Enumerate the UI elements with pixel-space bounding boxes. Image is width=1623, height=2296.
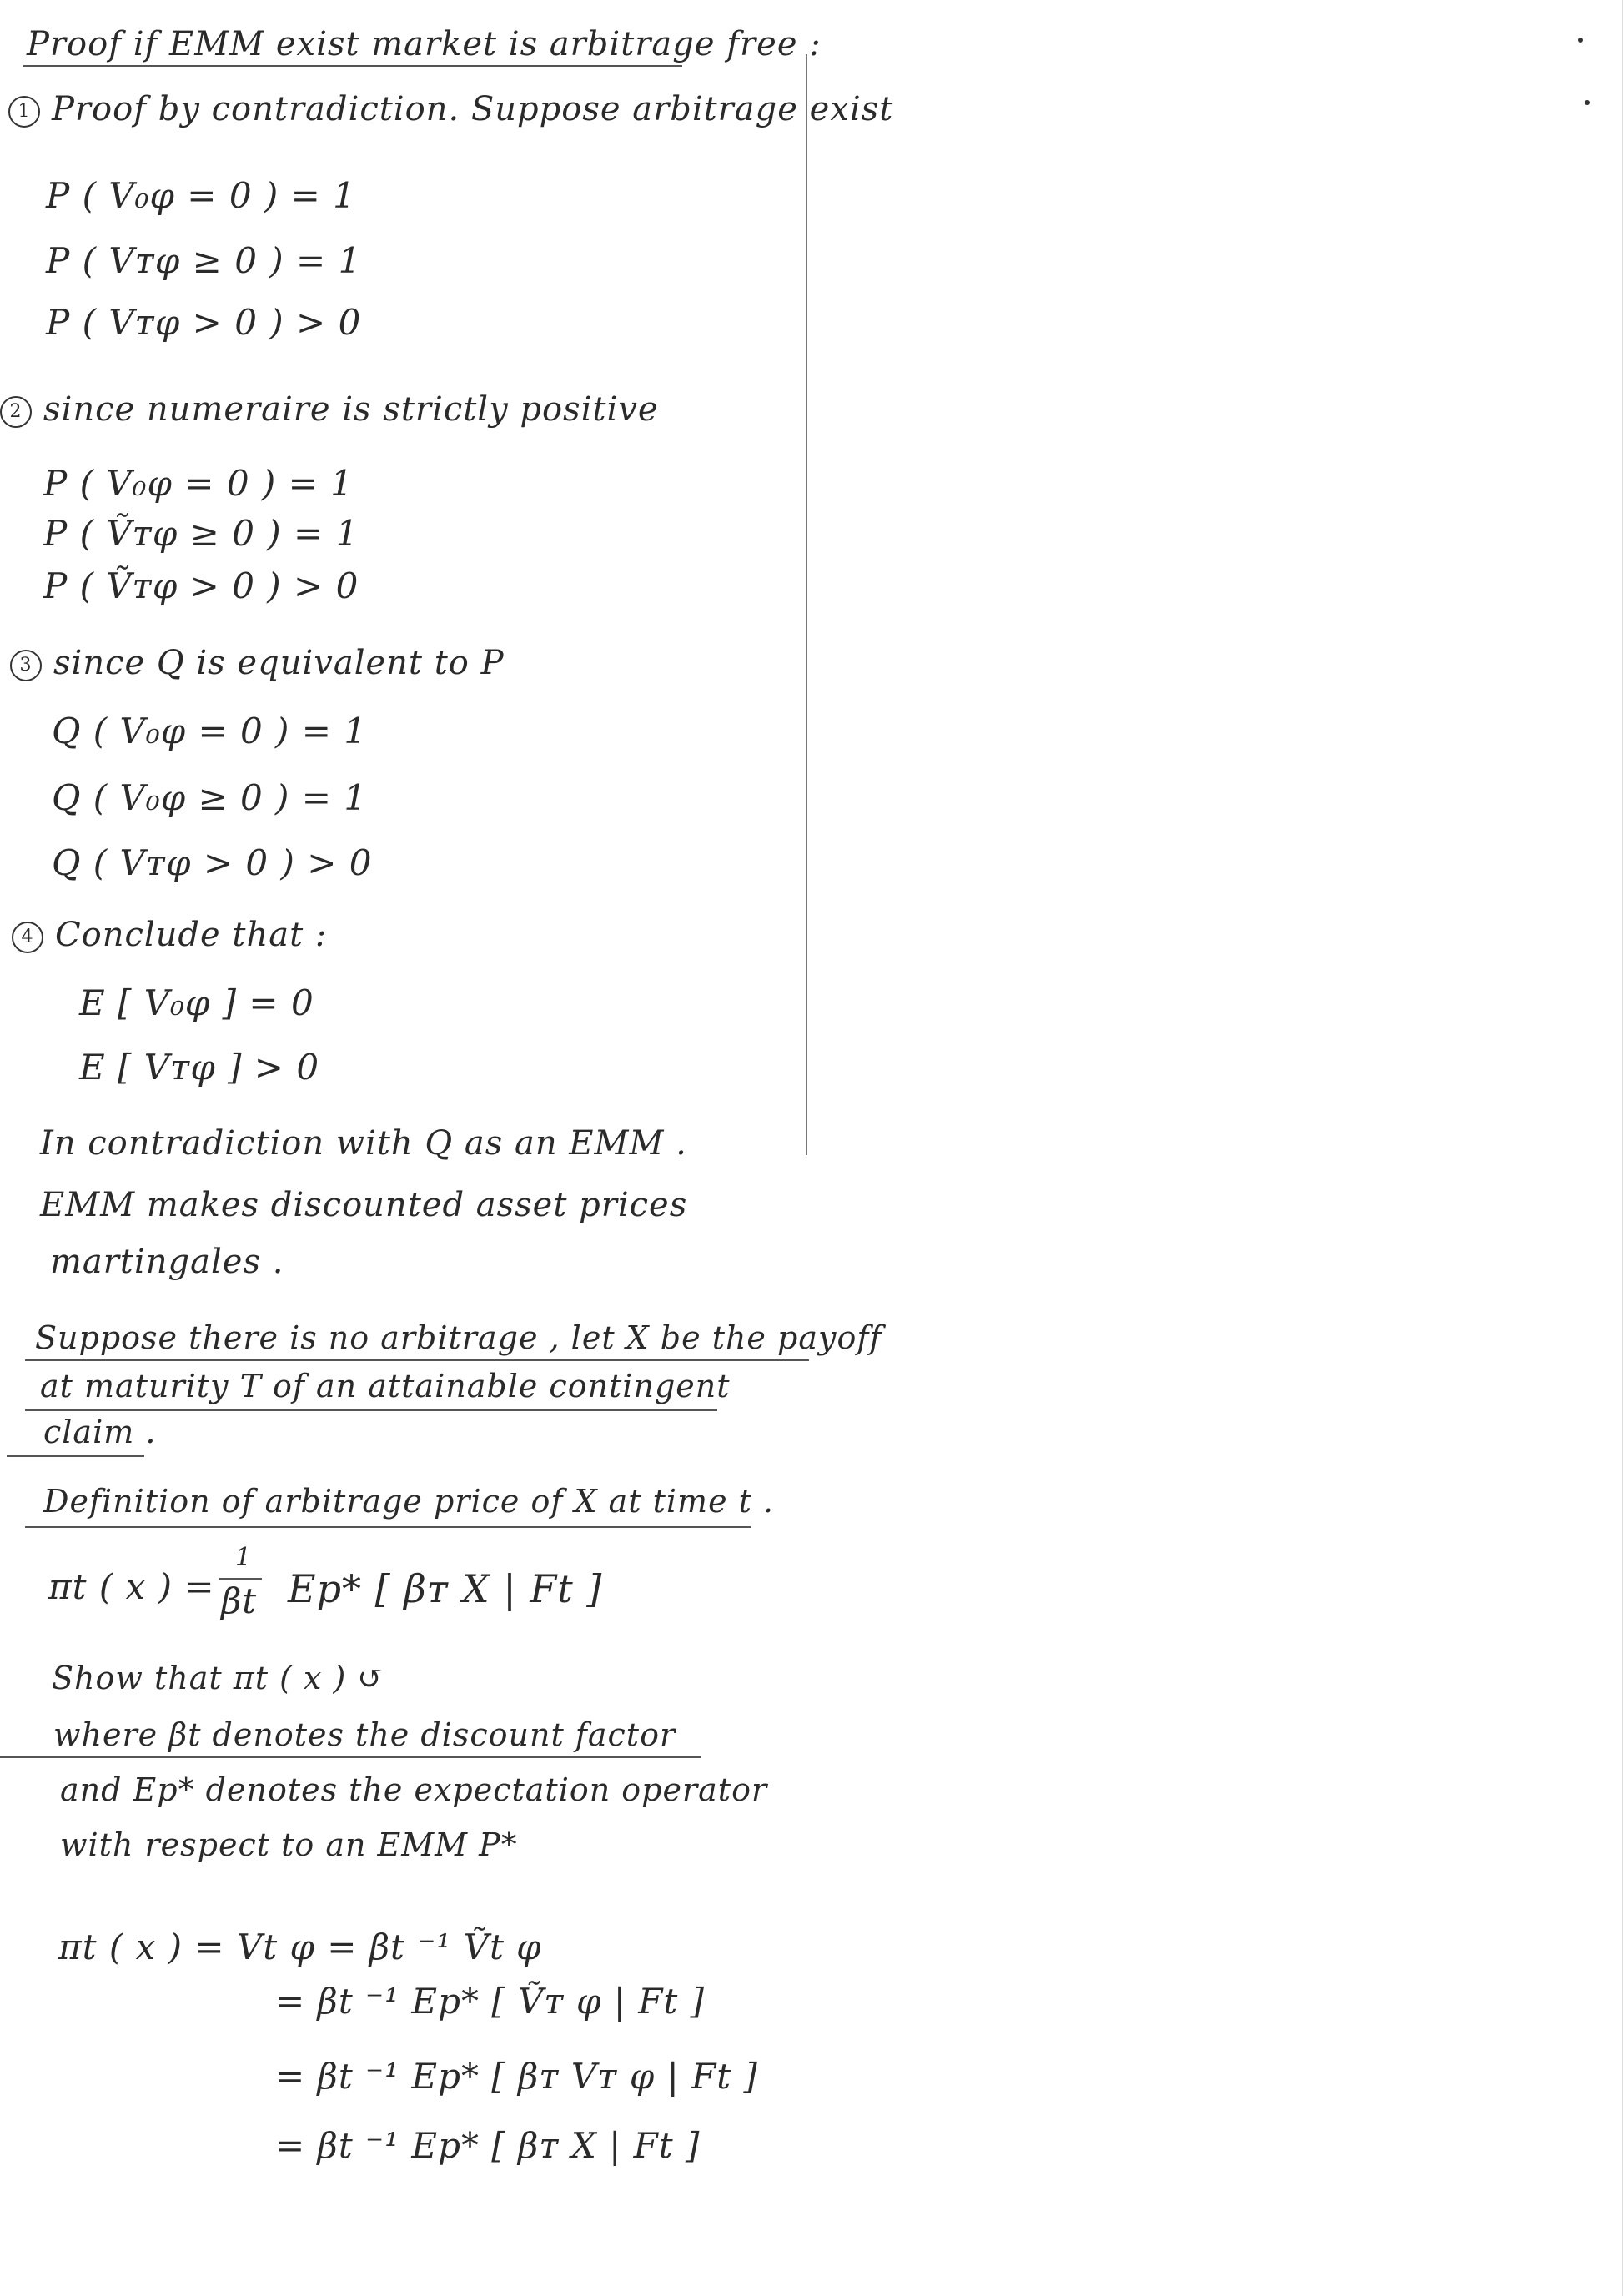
step-2-eq-2: P ( Ṽᴛφ ≥ 0 ) = 1	[43, 513, 359, 554]
derivation-line-1: πt ( x ) = Vt φ = βt ⁻¹ Ṽt φ	[58, 1927, 542, 1967]
fraction-bar	[219, 1578, 262, 1580]
step-2-eq-1: P ( V₀φ = 0 ) = 1	[43, 463, 354, 504]
suppose-line-3: claim .	[43, 1414, 157, 1450]
step-3-eq-3: Q ( Vᴛφ > 0 ) > 0	[52, 842, 373, 883]
step-1-text: Proof by contradiction. Suppose arbitrage exist	[52, 90, 894, 128]
suppose-underline-3	[7, 1455, 144, 1457]
suppose-line-1: Suppose there is no arbitrage , let X be the payoff	[35, 1319, 882, 1356]
page-speck	[1578, 38, 1583, 43]
where-underline	[0, 1756, 701, 1758]
where-line-3: with respect to an EMM P*	[60, 1826, 518, 1863]
contradiction-line-3: martingales .	[50, 1243, 284, 1281]
step-4-heading	[12, 916, 327, 954]
step-4-eq-1: E [ V₀φ ] = 0	[79, 982, 314, 1023]
step-number-badge: 1	[8, 96, 40, 128]
suppose-underline-1	[25, 1359, 809, 1361]
step-2-text: since numeraire is strictly positive	[43, 390, 659, 429]
show-that-text: Show that πt ( x ) ↺	[52, 1660, 385, 1696]
derivation-line-2: = βt ⁻¹ Ep* [ Ṽᴛ φ | Ft ]	[275, 1981, 705, 2022]
step-2-heading	[0, 390, 659, 429]
step-1-eq-2: P ( Vᴛφ ≥ 0 ) = 1	[46, 240, 362, 281]
step-3-eq-1: Q ( V₀φ = 0 ) = 1	[52, 711, 368, 751]
title-underline	[23, 65, 682, 67]
contradiction-line-2: EMM makes discounted asset prices	[40, 1186, 688, 1224]
formula-rhs: Ep* [ βᴛ X | Ft ]	[288, 1566, 603, 1611]
formula-fraction-denominator: βt	[221, 1580, 258, 1621]
step-3-eq-2: Q ( V₀φ ≥ 0 ) = 1	[52, 777, 368, 818]
formula-lhs: πt ( x ) =	[48, 1566, 215, 1607]
step-1-eq-1: P ( V₀φ = 0 ) = 1	[46, 175, 356, 216]
derivation-line-3: = βt ⁻¹ Ep* [ βᴛ Vᴛ φ | Ft ]	[275, 2056, 758, 2097]
where-line-2: and Ep* denotes the expectation operator	[60, 1771, 768, 1808]
definition-text: Definition of arbitrage price of X at time t .	[43, 1483, 775, 1520]
step-4-eq-2: E [ Vᴛφ ] > 0	[79, 1047, 320, 1088]
where-line-1: where βt denotes the discount factor	[53, 1716, 676, 1753]
step-2-eq-3: P ( Ṽᴛφ > 0 ) > 0	[43, 565, 359, 606]
suppose-line-2: at maturity T of an attainable contingent	[40, 1368, 731, 1404]
contradiction-line-1: In contradiction with Q as an EMM .	[40, 1124, 687, 1163]
step-3-heading	[10, 644, 505, 682]
definition-underline	[25, 1526, 751, 1528]
step-4-text: Conclude that :	[55, 916, 328, 954]
step-number-badge: 3	[10, 650, 42, 681]
right-margin-line	[806, 54, 807, 1155]
derivation-line-4: = βt ⁻¹ Ep* [ βᴛ X | Ft ]	[275, 2125, 701, 2166]
step-3-text: since Q is equivalent to P	[53, 644, 505, 682]
page-title: Proof if EMM exist market is arbitrage free :	[27, 25, 822, 63]
formula-fraction-numerator: 1	[235, 1543, 253, 1572]
suppose-underline-2	[25, 1409, 717, 1411]
page-speck	[1585, 100, 1590, 105]
step-number-badge: 2	[0, 396, 32, 428]
step-number-badge: 4	[12, 922, 43, 953]
step-1-eq-3: P ( Vᴛφ > 0 ) > 0	[46, 302, 362, 343]
step-1-heading	[8, 90, 893, 128]
